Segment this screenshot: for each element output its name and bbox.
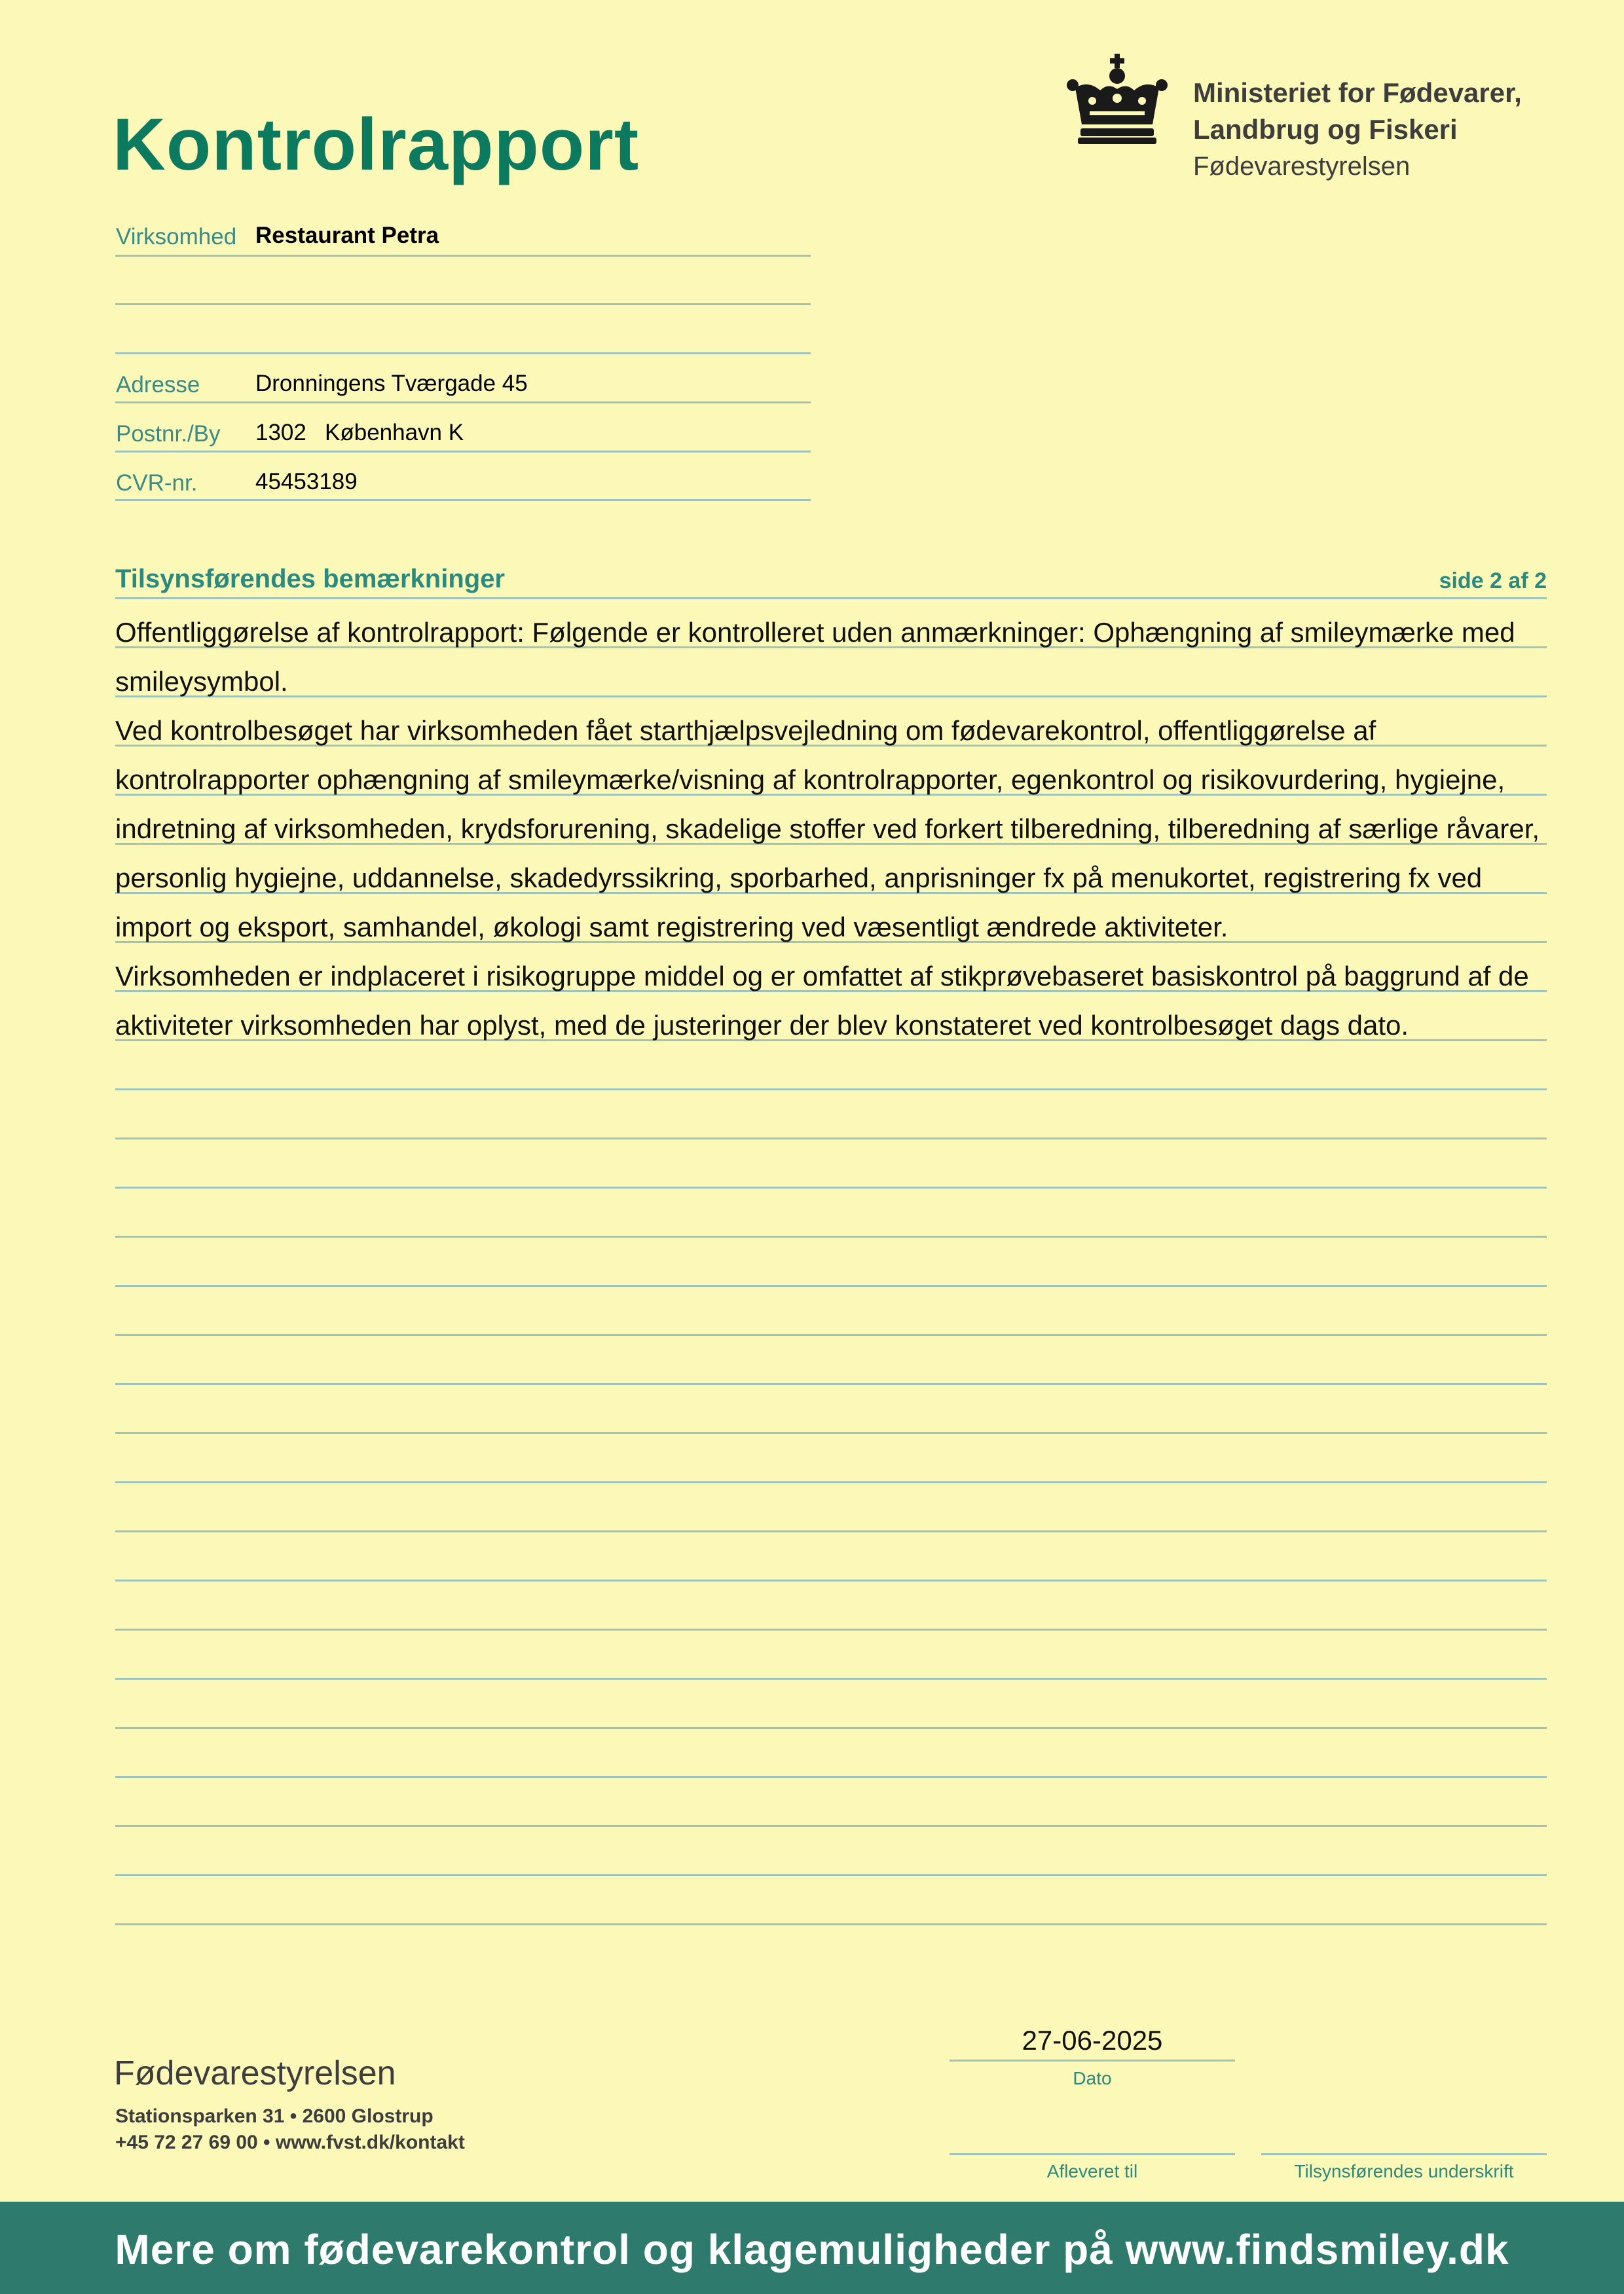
ruled-line	[115, 1285, 1547, 1287]
page-indicator: side 2 af 2	[1439, 568, 1547, 593]
cvr-label: CVR-nr.	[116, 470, 198, 496]
ruled-line	[115, 1383, 1547, 1385]
date-value: 27-06-2025	[1022, 2025, 1163, 2056]
ministry-line-2: Landbrug og Fiskeri	[1193, 114, 1458, 145]
address-value: Dronningens Tværgade 45	[255, 371, 528, 396]
remarks-text	[115, 608, 1549, 1050]
ruled-line	[115, 1088, 1547, 1090]
cvr-value: 45453189	[255, 469, 358, 494]
agency-contact: +45 72 27 69 00 • www.fvst.dk/kontakt	[115, 2132, 465, 2153]
ruled-line	[115, 1481, 1547, 1483]
remarks-area	[115, 0, 1547, 1938]
postal-code: 1302	[255, 420, 306, 445]
ruled-line	[115, 1530, 1547, 1532]
ruled-line	[115, 1727, 1547, 1729]
postal-label: Postnr./By	[116, 421, 221, 447]
ruled-line	[115, 1138, 1547, 1139]
address-label: Adresse	[116, 372, 200, 398]
remarks-paragraph: Virksomheden er indplaceret i risikogruppe middel og er omfattet af stikprøvebaseret basiskontrol på baggrund af de aktiviteter virksomheden har oplyst, med de justeringer der blev konstateret ved kontrolbesøget dags dato.	[115, 961, 1529, 1041]
ruled-line	[115, 1187, 1547, 1189]
inspector-signature-label: Tilsynsførendes underskrift	[1294, 2161, 1514, 2181]
date-label: Dato	[1073, 2068, 1112, 2088]
ruled-line	[115, 1678, 1547, 1680]
ruled-line	[115, 1874, 1547, 1876]
ruled-line	[115, 1236, 1547, 1238]
remarks-paragraph: Ved kontrolbesøget har virksomheden fået starthjælpsvejledning om fødevarekontrol, offentliggørelse af kontrolrapporter ophængning af smileymærke/visning af kontrolrapporter, egenkontrol og risikovurdering, hygiejne, indretning af virksomheden, krydsforurening, skadelige stoffer ved forkert tilberedning, tilberedning af særlige råvarer, personlig hygiejne, uddannelse, skadedyrssikring, sporbarhed, anprisninger fx på menukortet, registrering fx ved import og eksport, samhandel, økologi samt registrering ved væsentligt ændrede aktiviteter.	[115, 715, 1540, 942]
remarks-paragraph: Offentliggørelse af kontrolrapport: Følgende er kontrolleret uden anmærkninger: Ophængning af smileymærke med smileysymbol.	[115, 617, 1515, 697]
footer-agency-name: Fødevarestyrelsen	[114, 2054, 396, 2092]
ruled-line	[115, 1629, 1547, 1631]
remarks-title: Tilsynsførendes bemærkninger	[115, 564, 505, 593]
signature-line	[1261, 2153, 1547, 2155]
city: København K	[325, 420, 464, 445]
report-title: Kontrolrapport	[113, 103, 640, 185]
ruled-line	[115, 597, 1547, 599]
agency-name: Fødevarestyrelsen	[1193, 152, 1411, 181]
date-line	[950, 2060, 1235, 2062]
ministry-line-1: Ministeriet for Fødevarer,	[1193, 77, 1522, 108]
banner-text: Mere om fødevarekontrol og klagemuligheder på www.findsmiley.dk	[115, 2226, 1509, 2273]
ruled-line	[115, 1334, 1547, 1336]
business-name-label: Virksomhed	[116, 224, 237, 250]
ruled-line	[115, 1923, 1547, 1925]
ruled-line	[115, 1776, 1547, 1778]
footer-banner	[0, 2202, 1624, 2294]
agency-address: Stationsparken 31 • 2600 Glostrup	[115, 2105, 434, 2127]
ruled-line	[115, 1580, 1547, 1582]
delivered-label: Afleveret til	[1046, 2161, 1138, 2181]
ruled-line	[115, 1825, 1547, 1827]
business-name: Restaurant Petra	[255, 223, 439, 248]
ruled-line	[115, 1432, 1547, 1434]
delivered-line	[950, 2153, 1235, 2155]
